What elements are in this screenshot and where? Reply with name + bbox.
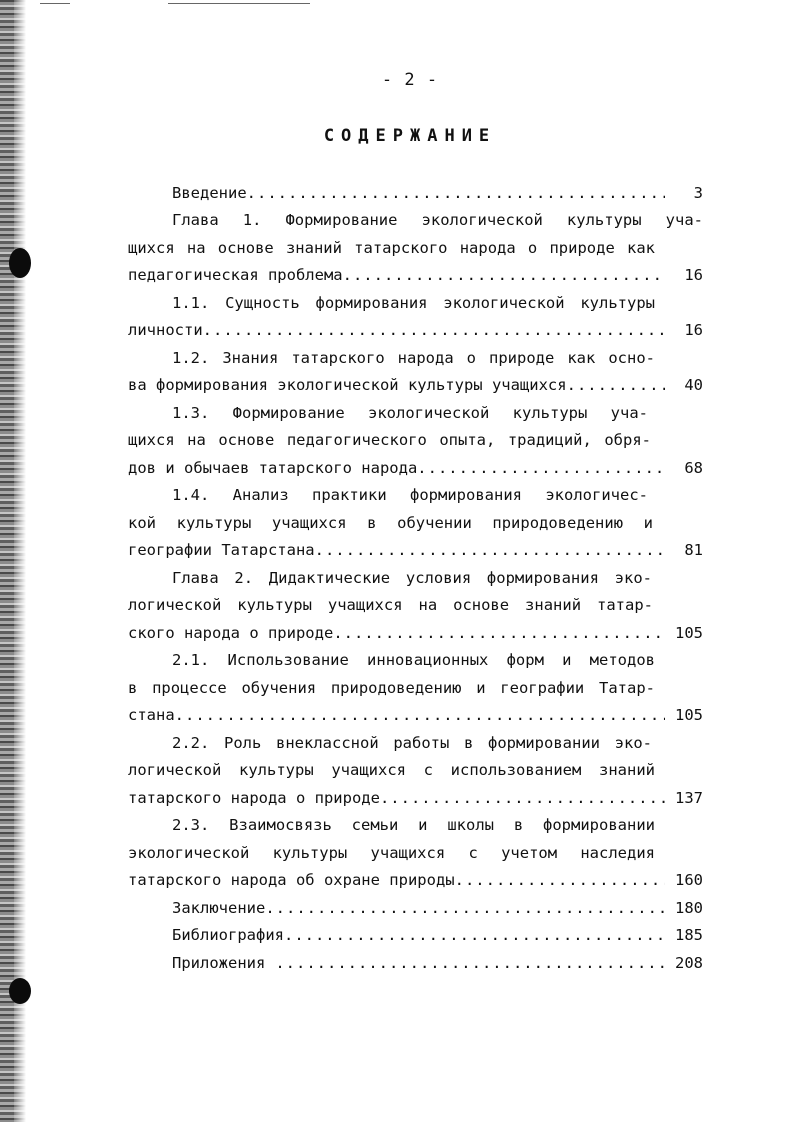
dot-leader	[203, 317, 665, 343]
toc-entry-line: 1.2. Знания татарского народа о природе как осно-	[172, 349, 655, 367]
toc-entry-title: Заключение	[172, 899, 266, 917]
toc-entry-line: 2.3. Взаимосвязь семьи и школы в формировании	[172, 816, 655, 834]
toc-entry-line: экологической культуры учащихся с учетом наследия	[128, 844, 655, 862]
toc-page-number: 3	[693, 184, 703, 202]
toc-entry-line: 2.1. Использование инновационных форм и методов	[172, 651, 655, 669]
toc-page-number: 208	[675, 954, 703, 972]
page-title: СОДЕРЖАНИЕ	[323, 126, 497, 146]
dot-leader	[247, 180, 665, 206]
toc-entry-title: татарского народа об охране природы	[128, 871, 455, 889]
toc-entry-title: географии Татарстана	[128, 541, 315, 559]
toc-entry-line: 2.2. Роль внеклассной работы в формировании эко-	[172, 734, 652, 752]
toc-entry-last-line	[128, 537, 703, 563]
toc-page-number: 40	[684, 376, 703, 394]
dot-leader	[265, 895, 665, 921]
dot-leader	[275, 950, 665, 976]
dot-leader	[343, 262, 665, 288]
dot-leader	[417, 455, 665, 481]
toc-entry-line: Глава 2. Дидактические условия формирования эко-	[172, 569, 652, 587]
toc-entry-last-line	[128, 785, 703, 811]
toc-entry-last-line	[128, 702, 703, 728]
page-number: - 2 -	[381, 70, 439, 90]
toc-entry-introduction	[172, 180, 703, 206]
dot-leader	[567, 372, 665, 398]
toc-page-number: 68	[684, 459, 703, 477]
dot-leader	[175, 702, 665, 728]
toc-entry-title: ского народа о природе	[128, 624, 334, 642]
scan-binding-edge	[0, 0, 26, 1122]
dot-leader	[380, 785, 665, 811]
toc-page-number: 81	[684, 541, 703, 559]
toc-entry-line: 1.1. Сущность формирования экологической культуры	[172, 294, 655, 312]
toc-entry-title: педагогическая проблема	[128, 266, 343, 284]
toc-entry-last-line	[128, 620, 703, 646]
toc-entry-line: логической культуры учащихся на основе знаний татар-	[128, 596, 653, 614]
toc-page-number: 105	[675, 706, 703, 724]
toc-entry-last-line	[128, 455, 703, 481]
toc-entry-line: в процессе обучения природоведению и географии Татар-	[128, 679, 655, 697]
toc-entry-title: дов и обычаев татарского народа	[128, 459, 418, 477]
toc-entry-title: Введение	[172, 184, 247, 202]
toc-entry-title: Приложения	[172, 954, 266, 972]
toc-entry-title: стана	[128, 706, 175, 724]
dot-leader	[455, 867, 665, 893]
dot-leader	[284, 922, 665, 948]
punch-hole-mark	[9, 248, 31, 278]
toc-entry-last-line	[128, 867, 703, 893]
toc-entry-appendix	[172, 950, 703, 976]
dot-leader	[315, 537, 665, 563]
punch-hole-mark	[9, 978, 31, 1004]
toc-entry-line: щихся на основе педагогического опыта, традиций, обря-	[128, 431, 651, 449]
toc-entry-line: щихся на основе знаний татарского народа о природе как	[128, 239, 655, 257]
toc-entry-title: ва формирования экологической культуры учащихся	[128, 376, 567, 394]
dot-leader	[333, 620, 665, 646]
toc-entry-title: Библиография	[172, 926, 284, 944]
toc-entry-last-line	[128, 317, 703, 343]
toc-entry-line: 1.4. Анализ практики формирования экологичес-	[172, 486, 648, 504]
scan-top-rule	[40, 3, 70, 4]
toc-entry-conclusion	[172, 895, 703, 921]
toc-page-number: 16	[684, 266, 703, 284]
toc-entry-line: Глава 1. Формирование экологической культуры уча-	[172, 211, 703, 229]
toc-page-number: 160	[675, 871, 703, 889]
toc-entry-title: личности	[128, 321, 203, 339]
toc-entry-line: кой культуры учащихся в обучении природоведению и	[128, 514, 653, 532]
toc-entry-line: 1.3. Формирование экологической культуры уча-	[172, 404, 648, 422]
toc-entry-title: татарского народа о природе	[128, 789, 380, 807]
toc-page-number: 105	[675, 624, 703, 642]
toc-page-number: 185	[675, 926, 703, 944]
toc-page-number: 137	[675, 789, 703, 807]
toc-page-number: 180	[675, 899, 703, 917]
toc-entry-last-line	[128, 262, 703, 288]
toc-entry-last-line	[128, 372, 703, 398]
toc-entry-bibliography	[172, 922, 703, 948]
toc-entry-line: логической культуры учащихся с использованием знаний	[128, 761, 655, 779]
scan-top-rule	[168, 3, 310, 4]
toc-page-number: 16	[684, 321, 703, 339]
